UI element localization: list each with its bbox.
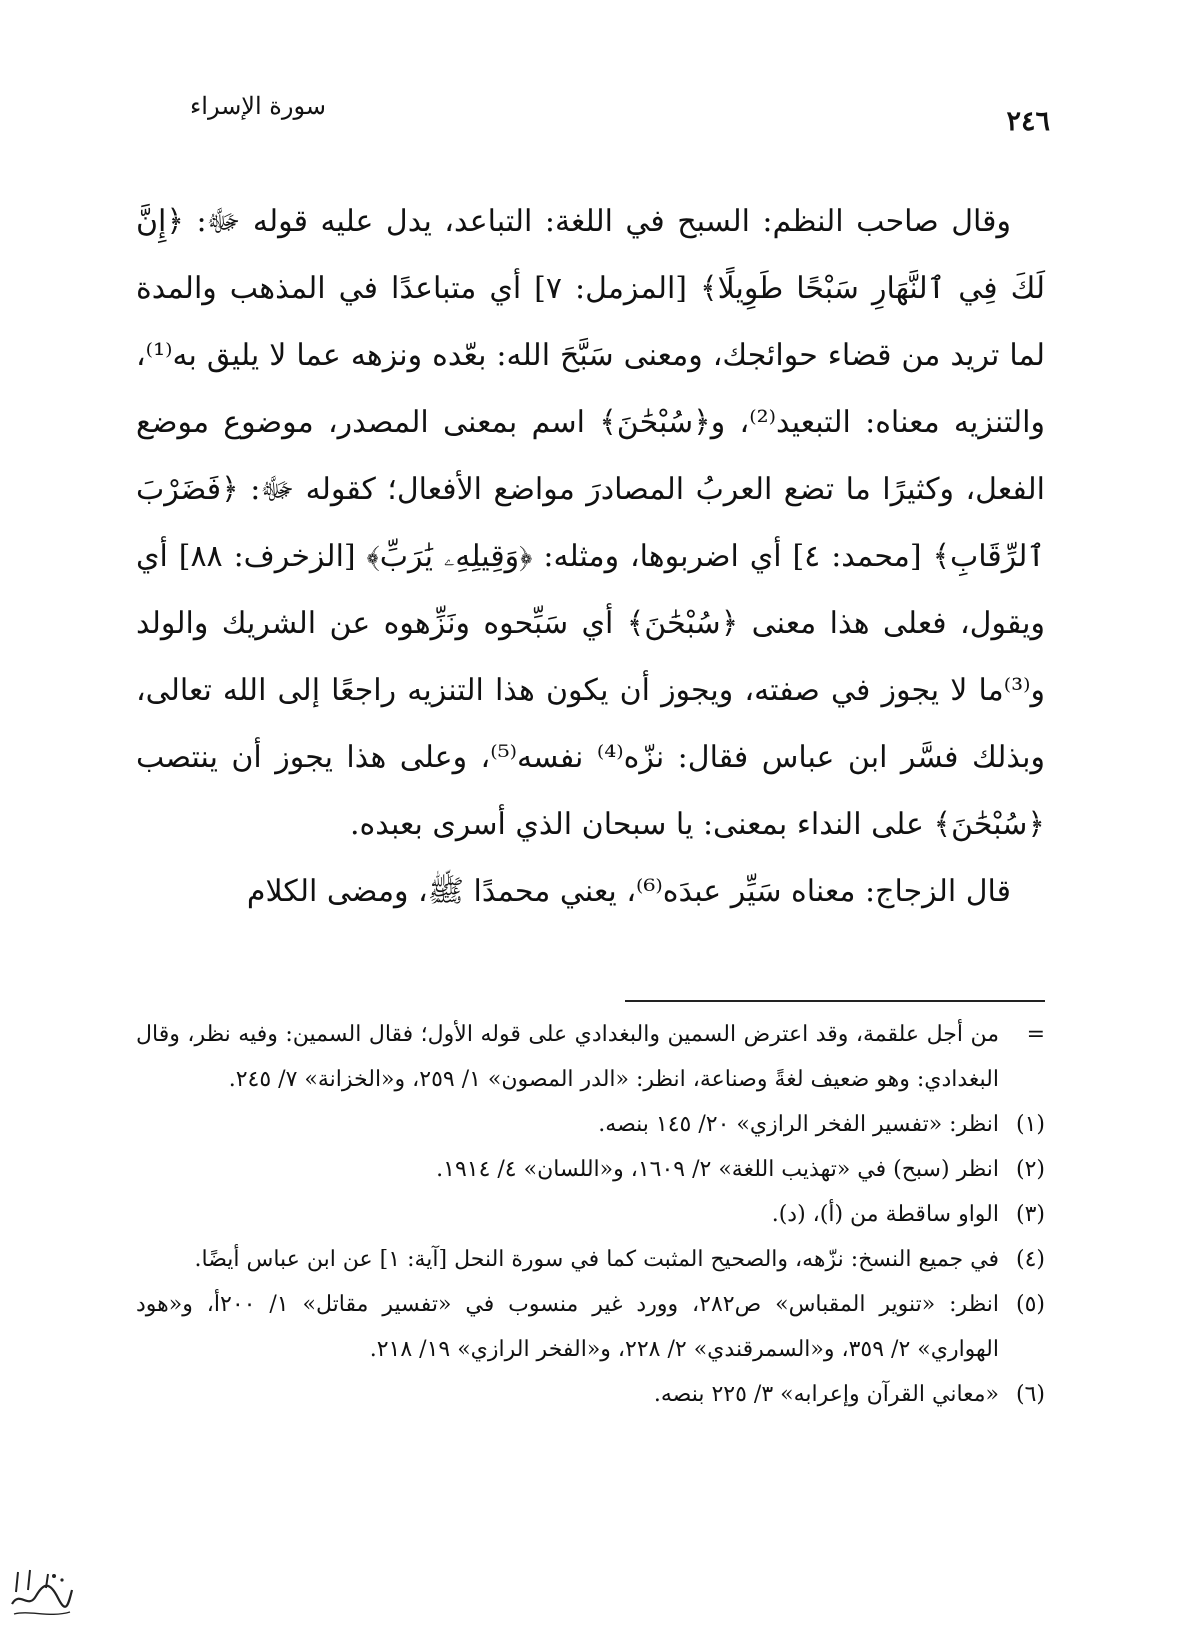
paragraph: وقال صاحب النظم: السبح في اللغة: التباعد، يدل عليه قوله ﷻ: ﴿إِنَّ لَكَ فِي ٱلنَّهَارِ سَبْحًا طَوِيلًا﴾ [المزمل: ٧] أي متباعدًا في المذهب والمدة لما تريد من قضاء حوائجك، ومعنى سَبَّحَ الله: بعّده ونزهه عما لا يليق به⁽¹⁾، والتنزيه معناه: التبعيد⁽²⁾، و﴿سُبْحَٰنَ﴾ اسم بمعنى المصدر، موضوع موضع الفعل، وكثيرًا ما تضع العربُ المصادرَ مواضع الأفعال؛ كقوله ﷻ: ﴿فَضَرْبَ ٱلرِّقَابِ﴾ [محمد: ٤] أي اضربوها، ومثله: ﴿وَقِيلِهِۦ يَٰرَبِّ﴾ [الزخرف: ٨٨] أي ويقول، فعلى هذا معنى ﴿سُبْحَٰنَ﴾ أي سَبِّحوه ونَزِّهوه عن الشريك والولد و⁽³⁾ما لا يجوز في صفته، ويجوز أن يكون هذا التنزيه راجعًا إلى الله تعالى، وبذلك فسَّر ابن عباس فقال: نزّه⁽⁴⁾ نفسه⁽⁵⁾، وعلى هذا يجوز أن ينتصب ﴿سُبْحَٰنَ﴾ على النداء بمعنى: يا سبحان الذي أسرى بعبده.	[136, 204, 1046, 842]
footnote-text: انظر (سبح) في «تهذيب اللغة» ٢/ ١٦٠٩، و«اللسان» ٤/ ١٩١٤.	[436, 1157, 999, 1182]
footnote-4	[136, 1237, 1045, 1282]
footnote-text: في جميع النسخ: نزّهه، والصحيح المثبت كما في سورة النحل [آية: ١] عن ابن عباس أيضًا.	[194, 1247, 999, 1272]
running-head	[150, 92, 1050, 137]
footnote-6	[136, 1372, 1045, 1417]
footnote-mark: (٥)	[1015, 1292, 1045, 1317]
footnote-text: الواو ساقطة من (أ)، (د).	[771, 1202, 999, 1227]
footnote-text: انظر: «تنوير المقباس» ص٢٨٢، وورد غير منسوب في «تفسير مقاتل» ١/ ٢٠٠أ، و«هود الهواري» ٢/ ٣٥٩، و«السمرقندي» ٢/ ٢٢٨، و«الفخر الرازي» ١٩/ ٢١٨.	[136, 1292, 999, 1362]
footnotes	[136, 1012, 1045, 1417]
surah-title: سورة الإسراء	[190, 92, 326, 120]
footnote-5	[136, 1282, 1045, 1372]
page-number: ٢٤٦	[1006, 106, 1050, 137]
footnote-1	[136, 1102, 1045, 1147]
footnote-text: من أجل علقمة، وقد اعترض السمين والبغدادي على قوله الأول؛ فقال السمين: وفيه نظر، وقال البغدادي: وهو ضعيف لغةً وصناعة، انظر: «الدر المصون» ١/ ٢٥٩، و«الخزانة» ٧/ ٢٤٥.	[136, 1022, 999, 1092]
paragraph: قال الزجاج: معناه سَيِّر عبدَه⁽⁶⁾، يعني محمدًا ﷺ، ومضى الكلام	[246, 874, 1011, 909]
footnote-3	[136, 1192, 1045, 1237]
footnote-2	[136, 1147, 1045, 1192]
footnote-mark: (١)	[1015, 1112, 1045, 1137]
footnote-text: انظر: «تفسير الفخر الرازي» ٢٠/ ١٤٥ بنصه.	[598, 1112, 999, 1137]
main-text	[136, 188, 1045, 925]
footnote-mark: (٦)	[1015, 1382, 1045, 1407]
footnote-mark: (٤)	[1015, 1247, 1045, 1272]
footnote-text: «معاني القرآن وإعرابه» ٣/ ٢٢٥ بنصه.	[653, 1382, 999, 1407]
library-stamp-logo	[6, 1560, 76, 1622]
footnote-mark: (٣)	[1015, 1202, 1045, 1227]
footnote-separator	[625, 1000, 1045, 1002]
footnote-continued	[136, 1012, 1045, 1102]
footnote-mark: (٢)	[1015, 1157, 1045, 1182]
footnote-mark: =	[1026, 1022, 1045, 1047]
